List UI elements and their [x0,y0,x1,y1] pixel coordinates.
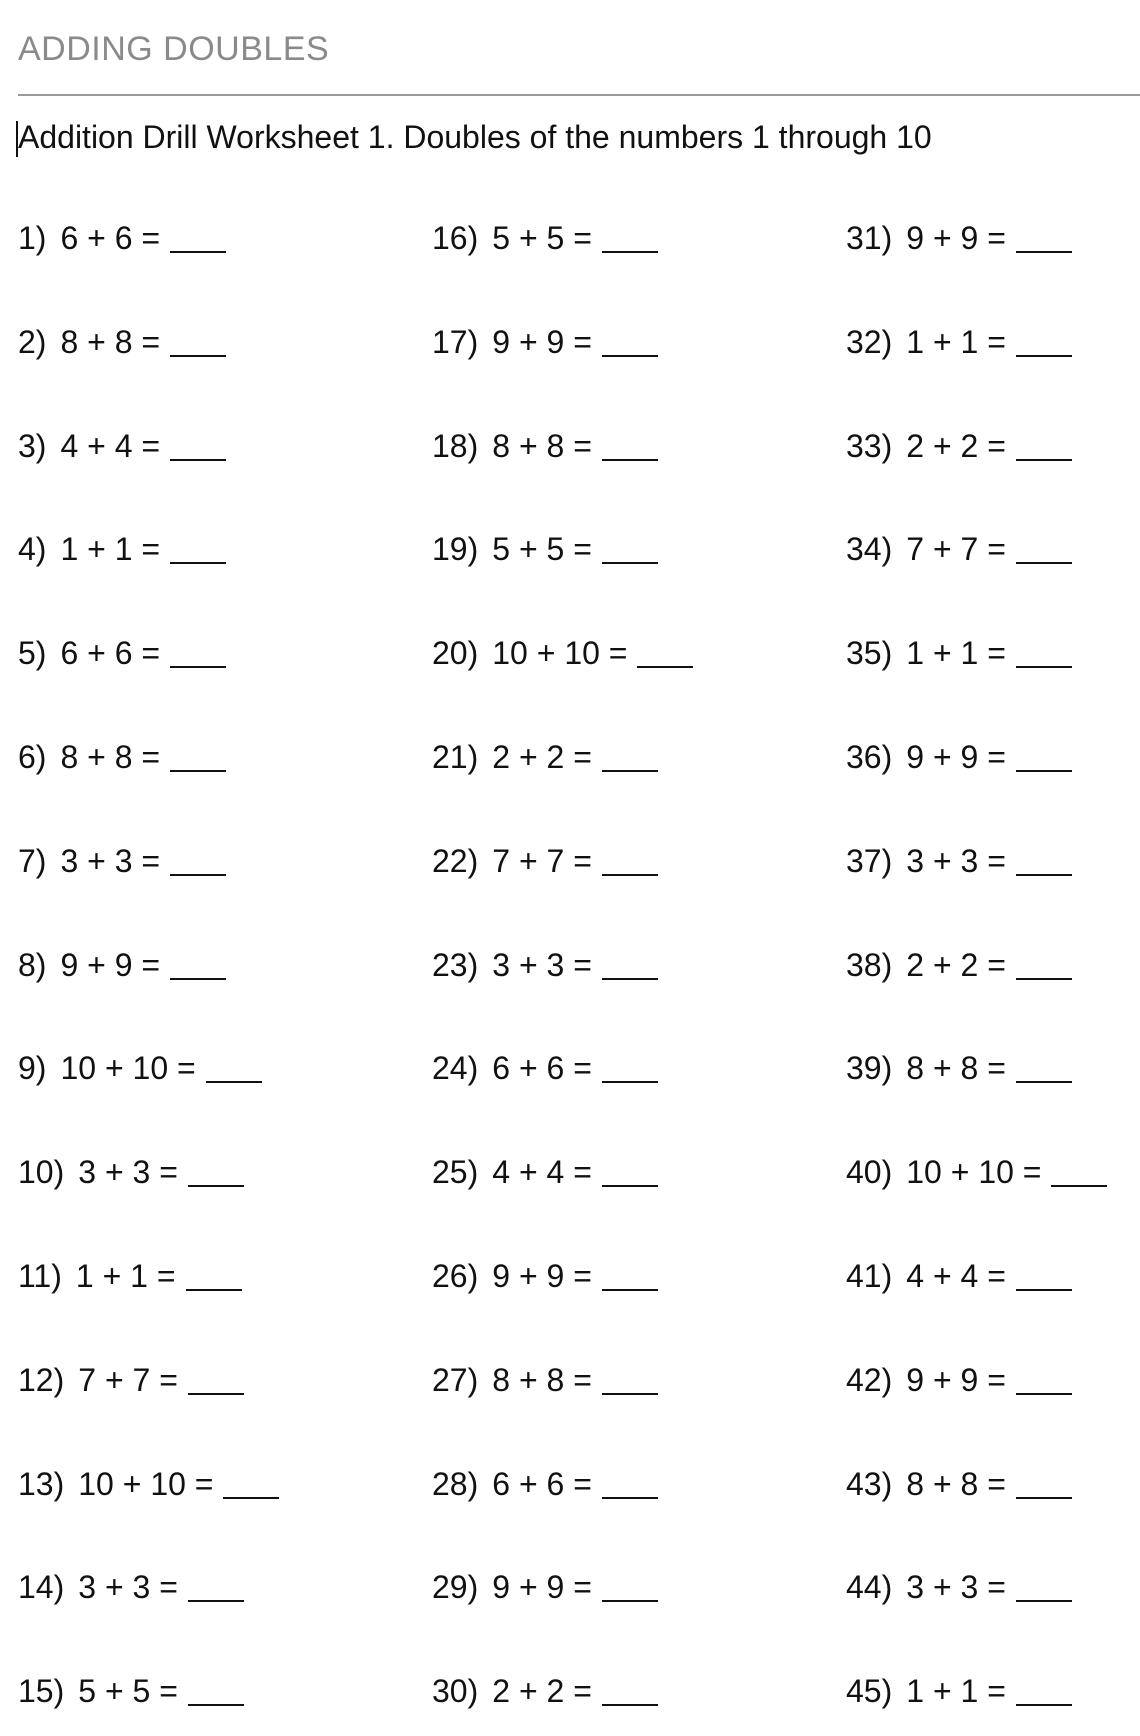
problem-expression: 8 + 8 = [60,739,161,775]
problem-item [432,1258,658,1295]
problem-expression: 3 + 3 = [906,1569,1006,1605]
problem-expression: 2 + 2 = [906,947,1006,983]
worksheet-header: ADDING DOUBLES [18,30,330,68]
problem-item [432,1154,658,1191]
answer-blank[interactable] [602,1393,658,1395]
problem-expression: 4 + 4 = [60,428,161,464]
problem-item [432,635,693,672]
problem-number: 43) [846,1466,893,1502]
answer-blank[interactable] [188,1185,244,1187]
problem-item [846,1154,1107,1191]
answer-blank[interactable] [602,978,658,980]
problem-item [846,531,1072,568]
answer-blank[interactable] [1016,355,1072,357]
problem-item [18,220,226,257]
problem-expression: 5 + 5 = [492,531,592,567]
answer-blank[interactable] [1016,251,1072,253]
answer-blank[interactable] [170,251,226,253]
problem-item [432,324,658,361]
answer-blank[interactable] [188,1393,244,1395]
problem-item [18,428,226,465]
problem-number: 9) [18,1050,47,1086]
answer-blank[interactable] [1016,1289,1072,1291]
problem-expression: 1 + 1 = [906,635,1006,671]
problem-item [432,1673,658,1710]
problem-number: 45) [846,1673,893,1709]
answer-blank[interactable] [170,666,226,668]
answer-blank[interactable] [602,1289,658,1291]
problem-item [846,843,1072,880]
problem-number: 1) [18,220,47,256]
answer-blank[interactable] [1016,666,1072,668]
answer-blank[interactable] [1016,1704,1072,1706]
problem-item [846,220,1072,257]
problem-number: 33) [846,428,893,464]
problem-number: 6) [18,739,47,775]
problem-item [432,1569,658,1606]
problem-number: 12) [18,1362,65,1398]
problem-number: 23) [432,947,479,983]
problem-number: 41) [846,1258,893,1294]
problem-number: 3) [18,428,47,464]
answer-blank[interactable] [170,355,226,357]
problem-expression: 4 + 4 = [906,1258,1006,1294]
problem-expression: 8 + 8 = [906,1050,1006,1086]
problem-item [18,1466,279,1503]
answer-blank[interactable] [188,1600,244,1602]
problem-expression: 5 + 5 = [78,1673,178,1709]
answer-blank[interactable] [602,770,658,772]
problem-expression: 6 + 6 = [60,220,161,256]
problem-item [432,1466,658,1503]
worksheet-subtitle[interactable]: Addition Drill Worksheet 1. Doubles of the numbers 1 through 10 [18,119,932,155]
problem-expression: 8 + 8 = [492,428,592,464]
answer-blank[interactable] [170,562,226,564]
problem-expression: 9 + 9 = [906,220,1006,256]
problem-item [846,1258,1072,1295]
problem-number: 42) [846,1362,893,1398]
problem-item [18,324,226,361]
problem-item [846,1466,1072,1503]
problem-number: 27) [432,1362,479,1398]
problem-number: 39) [846,1050,893,1086]
answer-blank[interactable] [602,1497,658,1499]
problem-number: 5) [18,635,47,671]
problem-expression: 9 + 9 = [60,947,161,983]
answer-blank[interactable] [1051,1185,1107,1187]
problem-expression: 10 + 10 = [906,1154,1042,1190]
problem-expression: 8 + 8 = [60,324,161,360]
problem-item [18,947,226,984]
answer-blank[interactable] [206,1081,262,1083]
problem-item [846,635,1072,672]
answer-blank[interactable] [1016,874,1072,876]
problem-number: 10) [18,1154,65,1190]
answer-blank[interactable] [602,1185,658,1187]
answer-blank[interactable] [1016,459,1072,461]
problem-number: 44) [846,1569,893,1605]
problem-expression: 1 + 1 = [906,1673,1006,1709]
problem-number: 4) [18,531,47,567]
problem-expression: 9 + 9 = [906,739,1006,775]
problem-expression: 3 + 3 = [78,1154,178,1190]
problem-number: 16) [432,220,479,256]
problem-expression: 9 + 9 = [492,324,592,360]
problem-expression: 6 + 6 = [60,635,161,671]
problem-number: 13) [18,1466,65,1502]
problem-number: 28) [432,1466,479,1502]
problem-expression: 3 + 3 = [492,947,592,983]
problem-item [18,635,226,672]
answer-blank[interactable] [602,251,658,253]
problem-expression: 9 + 9 = [492,1258,592,1294]
problem-number: 34) [846,531,893,567]
answer-blank[interactable] [170,459,226,461]
problem-item [846,1050,1072,1087]
problem-expression: 7 + 7 = [78,1362,178,1398]
answer-blank[interactable] [188,1704,244,1706]
problem-item [846,739,1072,776]
problem-number: 35) [846,635,893,671]
problem-number: 29) [432,1569,479,1605]
answer-blank[interactable] [170,978,226,980]
problem-number: 19) [432,531,479,567]
problem-number: 8) [18,947,47,983]
answer-blank[interactable] [602,1081,658,1083]
problem-item [432,947,658,984]
problem-item [18,1258,242,1295]
problem-number: 40) [846,1154,893,1190]
problem-expression: 10 + 10 = [492,635,628,671]
problem-item [846,1569,1072,1606]
answer-blank[interactable] [1016,770,1072,772]
problem-expression: 6 + 6 = [492,1466,592,1502]
problem-item [846,1673,1072,1710]
answer-blank[interactable] [170,874,226,876]
problem-item [846,324,1072,361]
problem-expression: 2 + 2 = [492,739,592,775]
problem-expression: 7 + 7 = [492,843,592,879]
problem-number: 7) [18,843,47,879]
problem-item [432,739,658,776]
problem-expression: 9 + 9 = [492,1569,592,1605]
problem-expression: 2 + 2 = [906,428,1006,464]
answer-blank[interactable] [1016,978,1072,980]
problem-item [18,531,226,568]
answer-blank[interactable] [602,1704,658,1706]
problem-expression: 3 + 3 = [906,843,1006,879]
answer-blank[interactable] [602,459,658,461]
problem-number: 37) [846,843,893,879]
problem-number: 17) [432,324,479,360]
problem-expression: 4 + 4 = [492,1154,592,1190]
problem-expression: 1 + 1 = [75,1258,176,1294]
problem-number: 18) [432,428,479,464]
problem-number: 21) [432,739,479,775]
problem-expression: 3 + 3 = [78,1569,178,1605]
answer-blank[interactable] [602,1600,658,1602]
problem-item [432,220,658,257]
problem-item [18,1050,262,1087]
problem-expression: 9 + 9 = [906,1362,1006,1398]
problem-number: 25) [432,1154,479,1190]
problem-expression: 10 + 10 = [78,1466,214,1502]
problem-expression: 1 + 1 = [60,531,161,567]
problem-item [18,843,226,880]
answer-blank[interactable] [1016,1600,1072,1602]
problem-number: 11) [18,1258,62,1294]
problem-number: 22) [432,843,479,879]
answer-blank[interactable] [186,1289,242,1291]
answer-blank[interactable] [602,355,658,357]
problem-expression: 7 + 7 = [906,531,1006,567]
answer-blank[interactable] [602,562,658,564]
problem-number: 20) [432,635,479,671]
problem-item [18,1673,244,1710]
problem-expression: 5 + 5 = [492,220,592,256]
problem-number: 31) [846,220,893,256]
answer-blank[interactable] [170,770,226,772]
problem-item [18,1362,244,1399]
answer-blank[interactable] [602,874,658,876]
problem-number: 36) [846,739,893,775]
answer-blank[interactable] [1016,1081,1072,1083]
problem-number: 38) [846,947,893,983]
problem-item [18,739,226,776]
problem-item [432,531,658,568]
problem-expression: 2 + 2 = [492,1673,592,1709]
problem-item [846,1362,1072,1399]
answer-blank[interactable] [1016,1393,1072,1395]
problem-number: 30) [432,1673,479,1709]
problem-expression: 8 + 8 = [492,1362,592,1398]
problem-number: 14) [18,1569,65,1605]
problem-expression: 10 + 10 = [60,1050,196,1086]
problem-item [846,428,1072,465]
answer-blank[interactable] [1016,562,1072,564]
problem-expression: 3 + 3 = [60,843,161,879]
problem-expression: 1 + 1 = [906,324,1006,360]
problem-number: 26) [432,1258,479,1294]
answer-blank[interactable] [223,1497,279,1499]
problem-number: 24) [432,1050,479,1086]
problem-item [846,947,1072,984]
problem-number: 15) [18,1673,65,1709]
problem-item [18,1154,244,1191]
problem-item [432,428,658,465]
problem-number: 2) [18,324,47,360]
problem-expression: 8 + 8 = [906,1466,1006,1502]
answer-blank[interactable] [637,666,693,668]
problem-item [432,1362,658,1399]
problem-item [18,1569,244,1606]
problem-expression: 6 + 6 = [492,1050,592,1086]
answer-blank[interactable] [1016,1497,1072,1499]
problem-number: 32) [846,324,893,360]
problem-item [432,843,658,880]
problem-item [432,1050,658,1087]
